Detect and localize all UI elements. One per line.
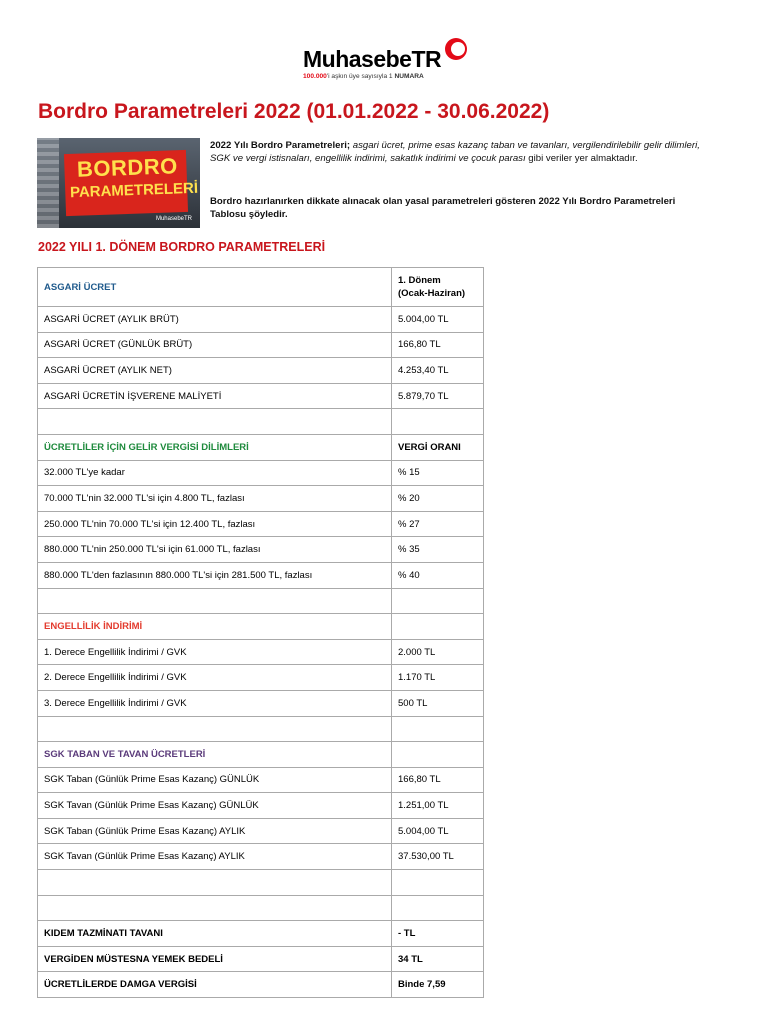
table-row [38,307,484,333]
row-label: ÜCRETLİLER İÇİN GELİR VERGİSİ DİLİMLERİ [38,434,392,460]
row-value: % 15 [392,460,484,486]
table-row [38,588,484,614]
table-row [38,562,484,588]
page-title: Bordro Parametreleri 2022 (01.01.2022 - 30.06.2022) [38,100,550,123]
muhasebetr-logo[interactable] [303,36,473,86]
row-label: ASGARİ ÜCRETİN İŞVERENE MALİYETİ [38,383,392,409]
intro-paragraph: 2022 Yılı Bordro Parametreleri; asgari ücret, prime esas kazanç taban ve tavanları, vergilendirilebilir gelir dilimleri, SGK ve vergi istisnaları, engellilik indirimi, sakatlık indirimi ve çocuk parası gibi veriler yer almaktadır. [210,140,700,164]
row-value: % 40 [392,562,484,588]
row-value: 500 TL [392,690,484,716]
logo-name: MuhasebeTR [303,46,442,72]
table-row [38,972,484,998]
section-heading: 2022 YILI 1. DÖNEM BORDRO PARAMETRELERİ [38,240,326,254]
row-value: % 20 [392,486,484,512]
table-row [38,665,484,691]
row-label [38,409,392,435]
bordro-banner-image [37,138,200,228]
row-label: SGK Tavan (Günlük Prime Esas Kazanç) GÜNLÜK [38,793,392,819]
row-value: 1.170 TL [392,665,484,691]
row-label: ASGARİ ÜCRET (AYLIK NET) [38,358,392,384]
row-label: 880.000 TL'den fazlasının 880.000 TL'si için 281.500 TL, fazlası [38,562,392,588]
banner-brand: MuhasebeTR [155,216,192,222]
table-row [38,767,484,793]
row-label: 880.000 TL'nin 250.000 TL'si için 61.000 TL, fazlası [38,537,392,563]
intro-paragraph-2: Bordro hazırlanırken dikkate alınacak olan yasal parametreleri gösteren 2022 Yılı Bordro Parametreleri Tablosu şöyledir. [210,196,676,220]
row-value: 166,80 TL [392,767,484,793]
table-row [38,434,484,460]
header-left: ASGARİ ÜCRET [38,268,392,307]
table-row [38,409,484,435]
row-label: ASGARİ ÜCRET (GÜNLÜK BRÜT) [38,332,392,358]
table-row [38,844,484,870]
table-row [38,716,484,742]
banner-line2: PARAMETRELERİ [69,179,199,202]
row-label: 70.000 TL'nin 32.000 TL'si için 4.800 TL, fazlası [38,486,392,512]
row-value: - TL [392,921,484,947]
crescent-star-icon: ★ [445,38,467,60]
row-label: VERGİDEN MÜSTESNA YEMEK BEDELİ [38,946,392,972]
table-row [38,690,484,716]
row-value: 4.253,40 TL [392,358,484,384]
row-value [392,870,484,896]
row-label: 2. Derece Engellilik İndirimi / GVK [38,665,392,691]
row-label: 32.000 TL'ye kadar [38,460,392,486]
table-header-row [38,268,484,307]
row-value [392,409,484,435]
header-right: 1. Dönem (Ocak-Haziran) [392,268,484,307]
row-label [38,716,392,742]
row-label: 3. Derece Engellilik İndirimi / GVK [38,690,392,716]
row-label: 250.000 TL'nin 70.000 TL'si için 12.400 TL, fazlası [38,511,392,537]
table-row [38,460,484,486]
row-label: SGK Taban (Günlük Prime Esas Kazanç) AYLIK [38,818,392,844]
table-row [38,358,484,384]
row-label: SGK Tavan (Günlük Prime Esas Kazanç) AYLIK [38,844,392,870]
row-label [38,588,392,614]
row-value: 5.004,00 TL [392,307,484,333]
table-row [38,818,484,844]
table-row [38,614,484,640]
row-value: 5.004,00 TL [392,818,484,844]
row-value: 34 TL [392,946,484,972]
row-value: VERGİ ORANI [392,434,484,460]
row-value: 166,80 TL [392,332,484,358]
table-row [38,742,484,768]
row-value: 5.879,70 TL [392,383,484,409]
row-value [392,614,484,640]
row-label [38,870,392,896]
logo-tagline: 100.000'i aşkın üye sayısıyla 1 NUMARA [303,73,424,80]
table-row [38,383,484,409]
row-label: ÜCRETLİLERDE DAMGA VERGİSİ [38,972,392,998]
table-row [38,332,484,358]
row-label: ASGARİ ÜCRET (AYLIK BRÜT) [38,307,392,333]
table-row [38,511,484,537]
row-value [392,742,484,768]
banner-line1: BORDRO [76,153,179,182]
row-label: SGK Taban (Günlük Prime Esas Kazanç) GÜNLÜK [38,767,392,793]
table-row [38,486,484,512]
table-row [38,870,484,896]
row-value: 1.251,00 TL [392,793,484,819]
row-value [392,588,484,614]
row-value: 2.000 TL [392,639,484,665]
row-label [38,895,392,921]
table-row [38,946,484,972]
table-row [38,537,484,563]
row-label: SGK TABAN VE TAVAN ÜCRETLERİ [38,742,392,768]
row-label: 1. Derece Engellilik İndirimi / GVK [38,639,392,665]
row-value: 37.530,00 TL [392,844,484,870]
table-row [38,921,484,947]
row-label: KIDEM TAZMİNATI TAVANI [38,921,392,947]
row-value: % 35 [392,537,484,563]
row-label: ENGELLİLİK İNDİRİMİ [38,614,392,640]
row-value: % 27 [392,511,484,537]
bordro-parameters-table [37,267,484,998]
table-row [38,639,484,665]
table-row [38,793,484,819]
row-value [392,895,484,921]
row-value: Binde 7,59 [392,972,484,998]
table-row [38,895,484,921]
row-value [392,716,484,742]
